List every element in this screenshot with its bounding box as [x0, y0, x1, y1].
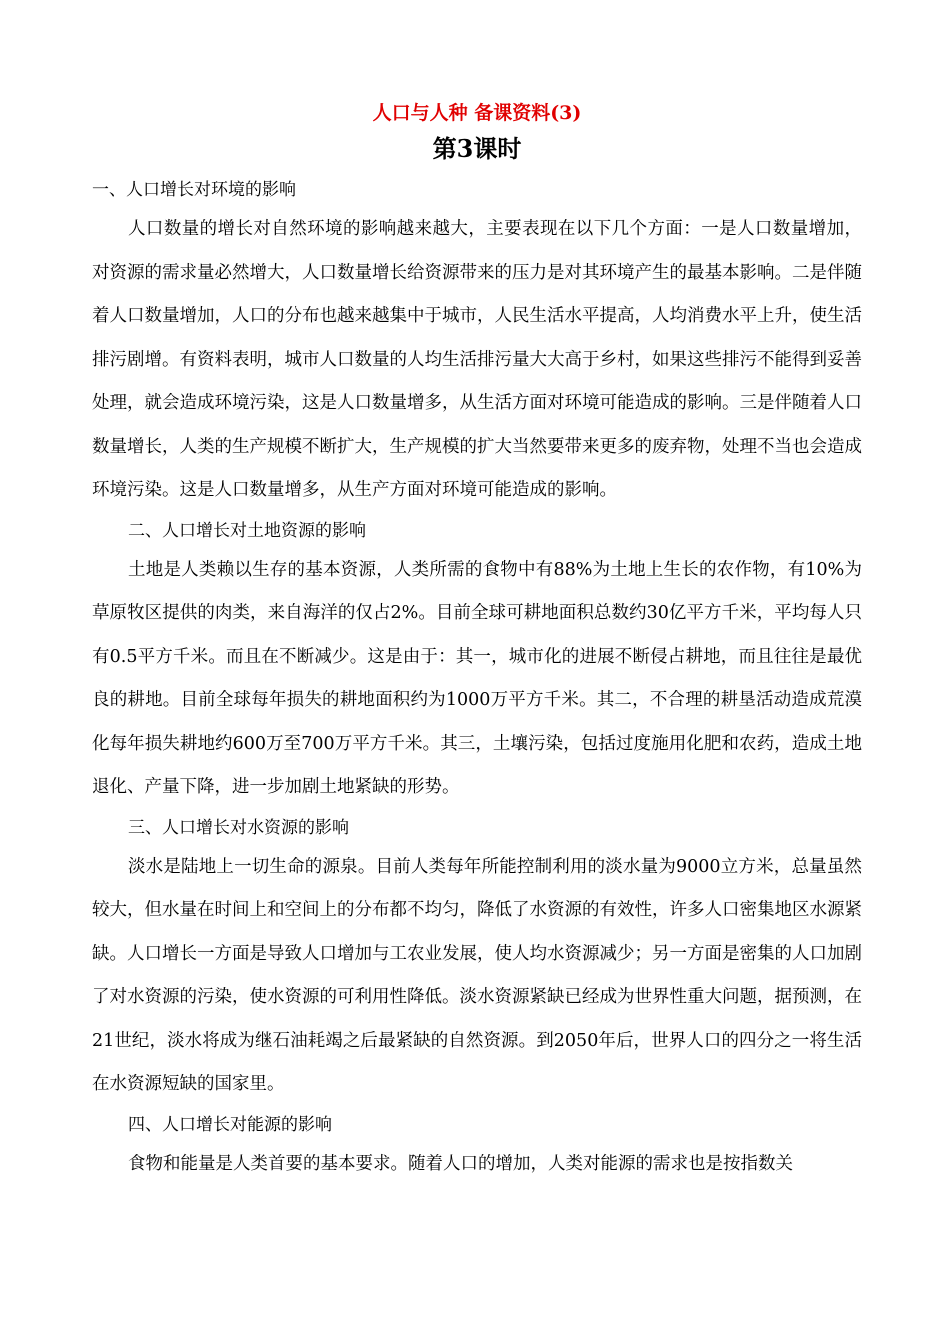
section-paragraph: 土地是人类赖以生存的基本资源，人类所需的食物中有88%为土地上生长的农作物，有10%为草原牧区提供的肉类，来自海洋的仅占2%。目前全球可耕地面积总数约30亿平方千米，平均每人只有0.5平方千米。而且在不断减少。这是由于：其一，城市化的进展不断侵占耕地，而且往往是最优良的耕地。目前全球每年损失的耕地面积约为1000万平方千米。其二，不合理的耕垦活动造成荒漠化每年损失耕地约600万至700万平方千米。其三，土壤污染，包括过度施用化肥和农药，造成土地退化、产量下降，进一步加剧土地紧缺的形势。 [92, 559, 862, 797]
section-heading: 二、人口增长对土地资源的影响 [128, 520, 366, 541]
document-title: 人口与人种 备课资料(3) [372, 102, 582, 124]
section-paragraph: 食物和能量是人类首要的基本要求。随着人口的增加，人类对能源的需求也是按指数关 [128, 1153, 793, 1174]
section-paragraph: 人口数量的增长对自然环境的影响越来越大，主要表现在以下几个方面：一是人口数量增加，对资源的需求量必然增大，人口数量增长给资源带来的压力是对其环境产生的最基本影响。二是伴随着人口数量增加，人口的分布也越来越集中于城市，人民生活水平提高，人均消费水平上升，使生活排污剧增。有资料表明，城市人口数量的人均生活排污量大大高于乡村，如果这些排污不能得到妥善处理，就会造成环境污染，这是人口数量增多，从生活方面对环境可能造成的影响。三是伴随着人口数量增长，人类的生产规模不断扩大，生产规模的扩大当然要带来更多的废弃物，处理不当也会造成环境污染。这是人口数量增多，从生产方面对环境可能造成的影响。 [92, 219, 862, 500]
section-paragraph: 淡水是陆地上一切生命的源泉。目前人类每年所能控制利用的淡水量为9000立方米，总量虽然较大，但水量在时间上和空间上的分布都不均匀，降低了水资源的有效性，许多人口密集地区水源紧缺。人口增长一方面是导致人口增加与工农业发展，使人均水资源减少；另一方面是密集的人口加剧了对水资源的污染，使水资源的可利用性降低。淡水资源紧缺已经成为世界性重大问题，据预测，在21世纪，淡水将成为继石油耗竭之后最紧缺的自然资源。到2050年后，世界人口的四分之一将生活在水资源短缺的国家里。 [92, 856, 862, 1094]
section-heading: 一、人口增长对环境的影响 [92, 180, 296, 200]
document-page [92, 96, 862, 1186]
section-4 [92, 1107, 862, 1187]
section-heading: 四、人口增长对能源的影响 [128, 1114, 332, 1135]
section-2 [92, 513, 862, 810]
section-1 [92, 172, 862, 513]
document-subtitle: 第3课时 [432, 134, 522, 163]
section-heading: 三、人口增长对水资源的影响 [128, 817, 349, 838]
section-3 [92, 810, 862, 1107]
